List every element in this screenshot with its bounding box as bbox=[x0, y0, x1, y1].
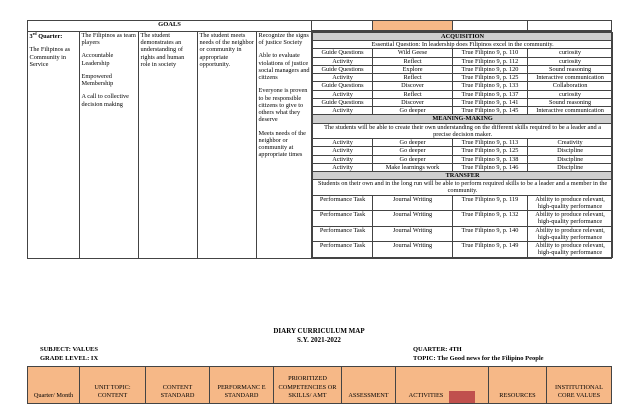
cell-activity: Reflect bbox=[373, 57, 453, 65]
meaning-making-lead-row bbox=[313, 123, 613, 138]
cell-type: Performance Task bbox=[313, 211, 373, 226]
cell-resource: True Filipino 9, p. 138 bbox=[453, 155, 528, 163]
cell-value: Interactive communication bbox=[528, 74, 613, 82]
cell-resource: True Filipino 9, p. 119 bbox=[453, 195, 528, 210]
cell-type: Activity bbox=[313, 90, 373, 98]
grade-level-label: GRADE LEVEL: IX bbox=[40, 355, 99, 362]
cell-type: Activity bbox=[313, 57, 373, 65]
cell-resource: True Filipino 9, p. 146 bbox=[453, 163, 528, 171]
cell-resource: True Filipino 9, p. 137 bbox=[453, 90, 528, 98]
cell-type: Activity bbox=[313, 147, 373, 155]
unit-topic-column: The Filipinos as team players Accountable Leadership Empowered Membership A call to collective decision making bbox=[80, 32, 139, 259]
cell-value: Discipline bbox=[528, 163, 613, 171]
quarter-column: 3rd Quarter: The Filipinos as Community in Service bbox=[28, 32, 80, 259]
cell-type: Guide Questions bbox=[313, 65, 373, 73]
quarter-text: The Filipinos as Community in Service bbox=[29, 46, 71, 68]
cell-value: Ability to produce relevant, high-quality performance bbox=[528, 242, 613, 257]
header-unit-topic: UNIT TOPIC: CONTENT bbox=[80, 367, 146, 404]
subject-label: SUBJECT: VALUES bbox=[40, 346, 98, 353]
cell-value: Ability to produce relevant, high-quality performance bbox=[528, 195, 613, 210]
activities-grid bbox=[312, 32, 612, 259]
cell-resource: True Filipino 9, p. 110 bbox=[453, 49, 528, 57]
cell-type: Activity bbox=[313, 74, 373, 82]
transfer-lead: Students on their own and in the long run will be able to perform required skills to be a leader and a member in the community. bbox=[313, 180, 613, 195]
cell-activity: Go deeper bbox=[373, 107, 453, 115]
acquisition-heading-row bbox=[313, 33, 613, 41]
table-row bbox=[313, 195, 613, 210]
cell-resource: True Filipino 9, p. 145 bbox=[453, 107, 528, 115]
cell-value: Discipline bbox=[528, 147, 613, 155]
curriculum-table bbox=[27, 20, 612, 259]
topic-label: TOPIC: The Good news for the Filipino People bbox=[413, 355, 544, 362]
table-row bbox=[313, 82, 613, 90]
header-quarter-month: Quarter/ Month bbox=[28, 367, 80, 404]
cell-resource: True Filipino 9, p. 125 bbox=[453, 74, 528, 82]
meaning-making-heading: MEANING-MAKING bbox=[313, 115, 613, 123]
table-row bbox=[313, 90, 613, 98]
cell-resource: True Filipino 9, p. 132 bbox=[453, 211, 528, 226]
competencies-column: Recognize the signs of justice Society Able to evaluate violations of justice social managers and citizens Everyone is proven to be responsible citizens to give to others what they deserve Meets needs of the neighbor or community at appropriate times bbox=[257, 32, 312, 259]
cell-type: Activity bbox=[313, 155, 373, 163]
table-row bbox=[313, 49, 613, 57]
table-row bbox=[313, 139, 613, 147]
table-row bbox=[313, 155, 613, 163]
cell-activity: Discover bbox=[373, 98, 453, 106]
transfer-heading: TRANSFER bbox=[313, 171, 613, 179]
essential-question-row bbox=[313, 41, 613, 49]
cell-resource: True Filipino 9, p. 140 bbox=[453, 226, 528, 241]
essential-question: Essential Question: In leadership does Filipinos excel in the community. bbox=[313, 41, 613, 49]
red-marker bbox=[449, 391, 475, 403]
header-competencies: PRIORITIZED COMPETENCIES OR SKILLS/ AMT bbox=[274, 367, 342, 404]
cell-activity: Journal Writing bbox=[373, 195, 453, 210]
cell-type: Activity bbox=[313, 139, 373, 147]
cell-activity: Go deeper bbox=[373, 139, 453, 147]
cell-type: Guide Questions bbox=[313, 98, 373, 106]
content-standard-column: The student demonstrates an understanding of rights and human role in society bbox=[139, 32, 198, 259]
cell-activity: Reflect bbox=[373, 90, 453, 98]
cell-type: Guide Questions bbox=[313, 49, 373, 57]
goals-subheader bbox=[312, 21, 612, 31]
cell-resource: True Filipino 9, p. 149 bbox=[453, 242, 528, 257]
header-activities: ACTIVITIES bbox=[396, 367, 489, 404]
table-row bbox=[313, 107, 613, 115]
cell-activity: Explore bbox=[373, 65, 453, 73]
map-title: DIARY CURRICULUM MAP bbox=[273, 327, 365, 335]
transfer-heading-row bbox=[313, 171, 613, 179]
cell-activity: Go deeper bbox=[373, 155, 453, 163]
cell-value: Ability to produce relevant, high-quality performance bbox=[528, 211, 613, 226]
acquisition-heading: ACQUISITION bbox=[313, 33, 613, 41]
cell-resource: True Filipino 9, p. 113 bbox=[453, 139, 528, 147]
cell-type: Performance Task bbox=[313, 226, 373, 241]
table-row bbox=[313, 98, 613, 106]
cell-activity: Discover bbox=[373, 82, 453, 90]
header-core-values: INSTITUTIONAL CORE VALUES bbox=[547, 367, 612, 404]
cell-type: Activity bbox=[313, 163, 373, 171]
cell-type: Guide Questions bbox=[313, 82, 373, 90]
meaning-making-lead: The students will be able to create their own understanding on the different skills required to be a leader and a precise decision maker. bbox=[313, 123, 613, 138]
table-row bbox=[313, 163, 613, 171]
table-row bbox=[313, 65, 613, 73]
cell-value: Creativity bbox=[528, 139, 613, 147]
school-year: S.Y. 2021-2022 bbox=[297, 336, 341, 344]
cell-resource: True Filipino 9, p. 112 bbox=[453, 57, 528, 65]
quarter-label: QUARTER: 4TH bbox=[413, 346, 462, 353]
cell-activity: Go deeper bbox=[373, 147, 453, 155]
cell-value: curiosity bbox=[528, 49, 613, 57]
table-row bbox=[313, 226, 613, 241]
cell-type: Activity bbox=[313, 107, 373, 115]
cell-activity: Journal Writing bbox=[373, 226, 453, 241]
meaning-making-heading-row bbox=[313, 115, 613, 123]
cell-value: Interactive communication bbox=[528, 107, 613, 115]
table-row bbox=[313, 74, 613, 82]
header-content-standard: CONTENT STANDARD bbox=[146, 367, 210, 404]
cell-type: Performance Task bbox=[313, 242, 373, 257]
cell-type: Performance Task bbox=[313, 195, 373, 210]
cell-value: Sound reasoning bbox=[528, 65, 613, 73]
table-row bbox=[313, 147, 613, 155]
cell-resource: True Filipino 9, p. 120 bbox=[453, 65, 528, 73]
cell-value: curiosity bbox=[528, 90, 613, 98]
table-row bbox=[313, 242, 613, 257]
orange-header-cell bbox=[372, 21, 452, 31]
cell-activity: Make learnings work bbox=[373, 163, 453, 171]
header-performance-standard: PERFORMANC E STANDARD bbox=[210, 367, 274, 404]
header-resources: RESOURCES bbox=[489, 367, 547, 404]
bottom-header-row bbox=[27, 366, 612, 404]
cell-value: Ability to produce relevant, high-quality performance bbox=[528, 226, 613, 241]
cell-value: Discipline bbox=[528, 155, 613, 163]
goals-header: GOALS bbox=[28, 21, 312, 32]
cell-activity: Reflect bbox=[373, 74, 453, 82]
cell-activity: Journal Writing bbox=[373, 211, 453, 226]
header-assessment: ASSESSMENT bbox=[342, 367, 396, 404]
cell-resource: True Filipino 9, p. 133 bbox=[453, 82, 528, 90]
cell-resource: True Filipino 9, p. 125 bbox=[453, 147, 528, 155]
cell-value: Collaboration bbox=[528, 82, 613, 90]
performance-standard-column: The student meets needs of the neighbor or community in appropriate opportunity. bbox=[198, 32, 257, 259]
cell-resource: True Filipino 9, p. 141 bbox=[453, 98, 528, 106]
cell-activity: Journal Writing bbox=[373, 242, 453, 257]
cell-value: curiosity bbox=[528, 57, 613, 65]
table-row bbox=[313, 211, 613, 226]
cell-value: Sound reasoning bbox=[528, 98, 613, 106]
table-row bbox=[313, 57, 613, 65]
transfer-lead-row bbox=[313, 180, 613, 195]
cell-activity: Wild Geese bbox=[373, 49, 453, 57]
